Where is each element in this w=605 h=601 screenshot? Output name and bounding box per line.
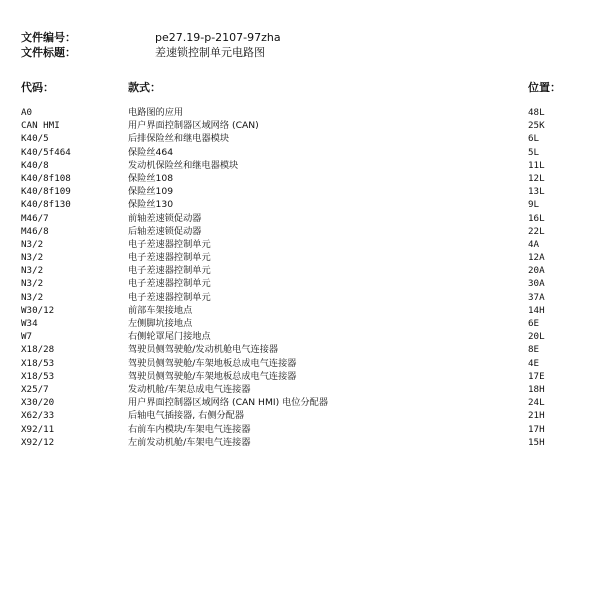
row-code: N3/2 xyxy=(21,278,44,290)
table-row xyxy=(21,172,581,185)
table-row xyxy=(21,291,581,304)
row-position: 20L xyxy=(528,331,545,343)
table-row xyxy=(21,159,581,172)
row-description: 后排保险丝和继电器模块 xyxy=(128,133,230,145)
table-row xyxy=(21,423,581,436)
row-position: 37A xyxy=(528,291,545,303)
table-row xyxy=(21,317,581,330)
row-code: K40/5 xyxy=(21,133,49,145)
column-header-code: 代码： xyxy=(21,81,54,94)
row-description: 电路图的应用 xyxy=(128,107,184,118)
column-header-description: 款式： xyxy=(128,81,161,94)
row-description: 保险丝464 xyxy=(128,146,174,158)
row-position: 16L xyxy=(528,212,545,224)
row-description: 发动机保险丝和继电器模块 xyxy=(128,159,239,171)
row-position: 25K xyxy=(528,120,545,132)
row-position: 4E xyxy=(528,357,540,369)
row-code: N3/2 xyxy=(21,265,44,277)
row-position: 11L xyxy=(528,159,545,171)
row-description: 左侧脚坑接地点 xyxy=(128,318,193,329)
row-description: 保险丝108 xyxy=(128,172,174,184)
table-row xyxy=(21,251,581,264)
row-position: 13L xyxy=(528,186,545,198)
table-row xyxy=(21,238,581,251)
row-code: X92/12 xyxy=(21,436,55,448)
row-description: 用户界面控制器区域网络 (CAN HMI) 电位分配器 xyxy=(128,397,329,409)
row-code: X18/53 xyxy=(21,370,55,382)
row-position: 6E xyxy=(528,318,540,329)
table-row xyxy=(21,264,581,277)
table-row xyxy=(21,436,581,449)
row-description: 驾驶员侧驾驶舱/车架地板总成电气连接器 xyxy=(128,370,297,382)
row-description: 电子差速器控制单元 xyxy=(128,252,211,264)
row-description: 前部车架接地点 xyxy=(128,304,193,316)
row-code: X18/53 xyxy=(21,357,55,369)
row-code: M46/7 xyxy=(21,212,49,224)
row-code: X92/11 xyxy=(21,423,55,435)
row-code: W7 xyxy=(21,331,33,343)
table-row xyxy=(21,343,581,356)
row-position: 9L xyxy=(528,199,540,211)
row-position: 18H xyxy=(528,383,545,395)
row-description: 电子差速器控制单元 xyxy=(128,278,211,290)
row-description: 驾驶员侧驾驶舱/发动机舱电气连接器 xyxy=(128,344,279,356)
row-position: 12A xyxy=(528,252,545,264)
row-description: 右侧轮罩尾门接地点 xyxy=(128,331,211,343)
row-description: 发动机舱/车架总成电气连接器 xyxy=(128,383,251,395)
row-code: K40/8f130 xyxy=(21,199,71,211)
table-row xyxy=(21,383,581,396)
row-position: 6L xyxy=(528,133,540,145)
table-row xyxy=(21,225,581,238)
row-code: W30/12 xyxy=(21,304,55,316)
row-code: M46/8 xyxy=(21,225,49,237)
row-description: 保险丝109 xyxy=(128,186,174,198)
row-description: 电子差速器控制单元 xyxy=(128,265,211,277)
table-row xyxy=(21,119,581,132)
row-code: K40/8 xyxy=(21,159,49,171)
row-position: 21H xyxy=(528,410,545,422)
table-row xyxy=(21,357,581,370)
table-row xyxy=(21,370,581,383)
component-table xyxy=(21,106,581,449)
row-code: CAN HMI xyxy=(21,120,60,132)
row-description: 保险丝130 xyxy=(128,199,174,211)
row-code: X18/28 xyxy=(21,344,55,356)
row-position: 48L xyxy=(528,107,545,118)
row-code: X25/7 xyxy=(21,383,49,395)
row-position: 17E xyxy=(528,370,545,382)
row-position: 24L xyxy=(528,397,545,409)
column-header-position: 位置： xyxy=(528,81,561,94)
row-description: 电子差速器控制单元 xyxy=(128,291,211,303)
doc-title-value: 差速锁控制单元电路图 xyxy=(155,46,265,59)
table-row xyxy=(21,212,581,225)
table-row xyxy=(21,185,581,198)
row-description: 后轴差速锁促动器 xyxy=(128,225,202,237)
row-description: 用户界面控制器区域网络 (CAN) xyxy=(128,120,259,132)
table-row xyxy=(21,277,581,290)
row-code: W34 xyxy=(21,318,38,329)
row-description: 右前车内模块/车架电气连接器 xyxy=(128,423,251,435)
row-position: 8E xyxy=(528,344,540,356)
table-row xyxy=(21,396,581,409)
row-position: 14H xyxy=(528,304,545,316)
row-description: 后轴电气插接器, 右侧分配器 xyxy=(128,410,245,422)
table-row xyxy=(21,146,581,159)
row-description: 驾驶员侧驾驶舱/车架地板总成电气连接器 xyxy=(128,357,297,369)
row-code: X62/33 xyxy=(21,410,55,422)
row-code: N3/2 xyxy=(21,252,44,264)
table-row xyxy=(21,330,581,343)
table-row xyxy=(21,132,581,145)
row-code: N3/2 xyxy=(21,291,44,303)
row-position: 22L xyxy=(528,225,545,237)
table-row xyxy=(21,106,581,119)
row-position: 30A xyxy=(528,278,545,290)
row-code: A0 xyxy=(21,107,33,118)
table-row xyxy=(21,198,581,211)
row-code: K40/8f109 xyxy=(21,186,71,198)
row-description: 电子差速器控制单元 xyxy=(128,238,211,250)
row-position: 12L xyxy=(528,172,545,184)
row-position: 4A xyxy=(528,238,540,250)
row-position: 5L xyxy=(528,146,540,158)
row-description: 前轴差速锁促动器 xyxy=(128,212,202,224)
row-code: N3/2 xyxy=(21,238,44,250)
row-description: 左前发动机舱/车架电气连接器 xyxy=(128,436,251,448)
row-position: 17H xyxy=(528,423,545,435)
doc-title-label: 文件标题： xyxy=(21,46,76,59)
row-position: 15H xyxy=(528,436,545,448)
doc-title-line xyxy=(21,46,321,60)
row-code: K40/5f464 xyxy=(21,146,71,158)
table-row xyxy=(21,304,581,317)
doc-number-label: 文件编号： xyxy=(21,31,76,44)
row-code: K40/8f108 xyxy=(21,172,71,184)
doc-number-line xyxy=(21,31,321,45)
doc-number-value: pe27.19-p-2107-97zha xyxy=(155,31,281,44)
row-position: 20A xyxy=(528,265,545,277)
row-code: X30/20 xyxy=(21,397,55,409)
table-row xyxy=(21,409,581,422)
